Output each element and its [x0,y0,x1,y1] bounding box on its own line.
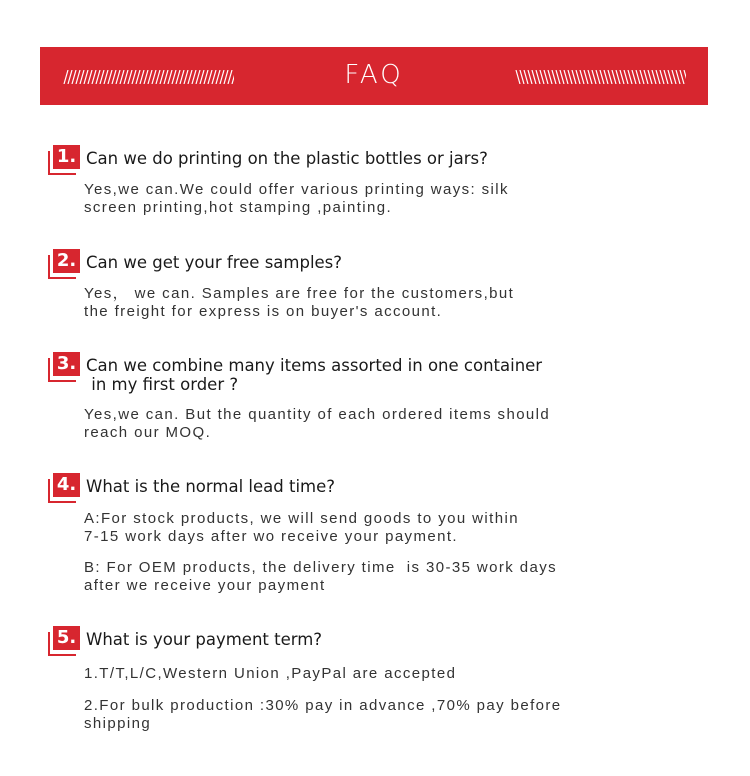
faq-number: 5. [53,626,80,650]
faq-answer-line: 7-15 work days after wo receive your payment. [84,528,458,545]
faq-number-badge [48,473,82,503]
faq-answer-line: the freight for express is on buyer's account. [84,303,443,320]
hatch-decoration-right [514,70,686,84]
faq-title: FAQ [344,60,404,90]
faq-answer-line: Yes,we can.We could offer various printing ways: silk [84,181,509,198]
faq-answer-line: Yes， we can. Samples are free for the customers,but [84,285,515,302]
faq-answer-line: Yes,we can. But the quantity of each ordered items should [84,406,551,423]
faq-number-badge [48,145,82,175]
faq-number-badge [48,352,82,382]
faq-number: 2. [53,249,80,273]
faq-number: 4. [53,473,80,497]
faq-banner [40,47,708,105]
faq-answer-line: after we receive your payment [84,577,326,594]
faq-number-badge [48,626,82,656]
faq-question: Can we combine many items assorted in one container in my first order ? [86,356,543,394]
faq-answer-line: screen printing,hot stamping ,painting. [84,199,393,216]
faq-answer-line: reach our MOQ. [84,424,212,441]
faq-question: What is the normal lead time? [86,477,336,496]
faq-answer-line: 2.For bulk production :30% pay in advance ,70% pay before [84,697,562,714]
faq-question: Can we get your free samples? [86,253,343,272]
faq-number: 1. [53,145,80,169]
faq-number-badge [48,249,82,279]
faq-answer-line: shipping [84,715,152,732]
faq-answer-line: A:For stock products, we will send goods to you within [84,510,519,527]
faq-question: What is your payment term? [86,630,323,649]
faq-number: 3. [53,352,80,376]
faq-answer-line: 1.T/T,L/C,Western Union ,PayPal are accepted [84,665,457,682]
faq-question: Can we do printing on the plastic bottles or jars? [86,149,488,168]
faq-answer-line: B: For OEM products, the delivery time is 30-35 work days [84,559,558,576]
